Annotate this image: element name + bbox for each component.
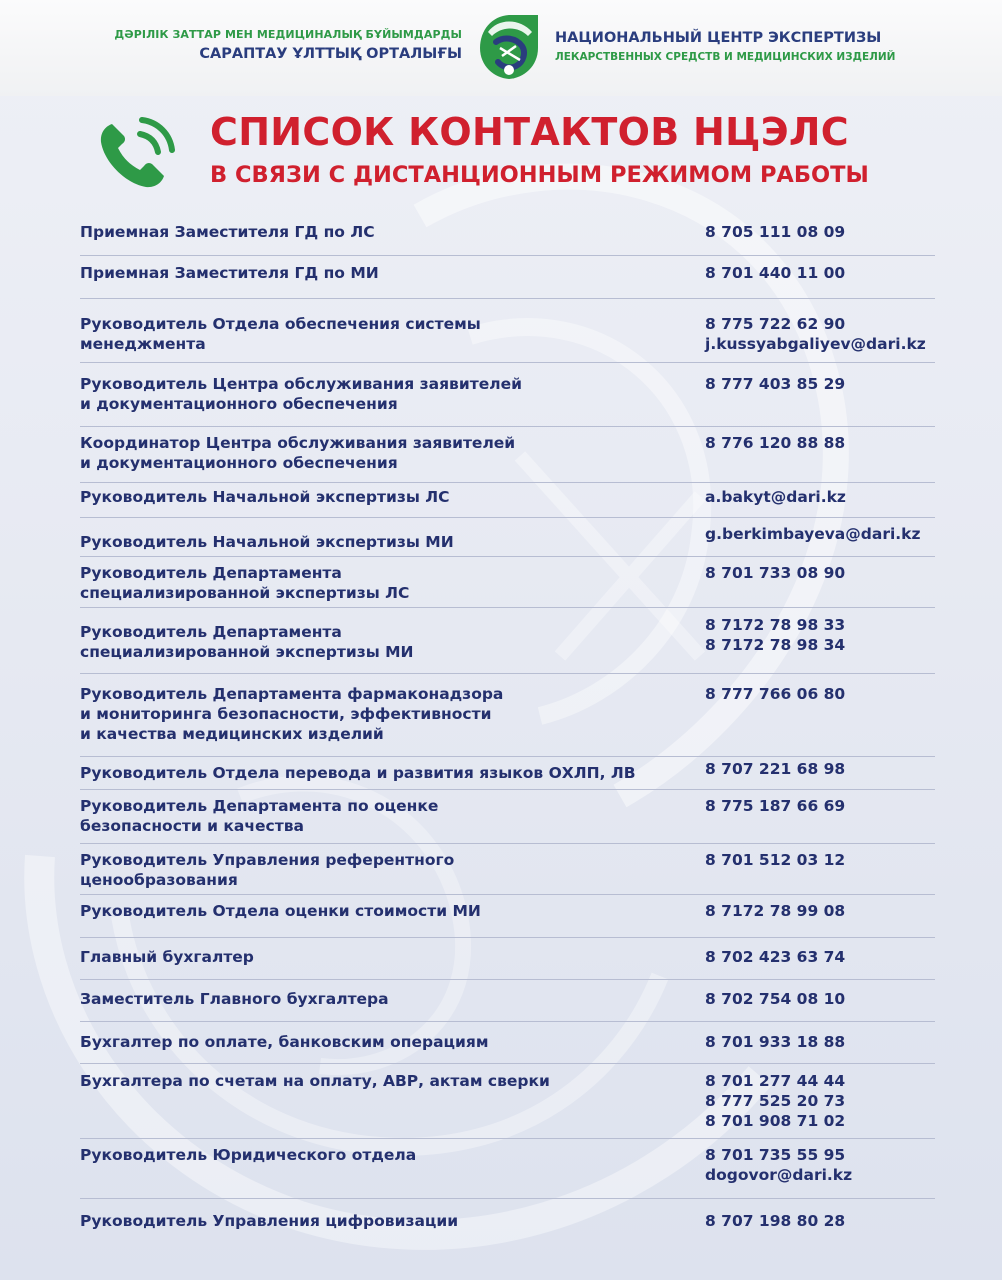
contact-position-line: Руководитель Начальной экспертизы МИ xyxy=(80,533,454,551)
page-title: СПИСОК КОНТАКТОВ НЦЭЛС xyxy=(210,110,849,154)
contact-position xyxy=(80,1211,680,1231)
row-divider xyxy=(80,979,935,980)
contact-details xyxy=(705,901,945,921)
contact-position xyxy=(80,532,680,552)
row-divider xyxy=(80,607,935,608)
contact-position-line: и документационного обеспечения xyxy=(80,395,398,413)
contact-position-line: Бухгалтера по счетам на оплату, АВР, актам сверки xyxy=(80,1072,550,1090)
contact-details xyxy=(705,615,945,655)
row-divider xyxy=(80,894,935,895)
row-divider xyxy=(80,556,935,557)
contact-phone[interactable]: 8 707 198 80 28 xyxy=(705,1212,846,1230)
contact-phone[interactable]: 8 701 735 55 95 xyxy=(705,1146,846,1164)
contact-details xyxy=(705,563,945,583)
contact-details xyxy=(705,487,945,507)
row-divider xyxy=(80,673,935,674)
contact-position-line: и мониторинга безопасности, эффективности xyxy=(80,705,492,723)
contact-details xyxy=(705,1032,945,1052)
contact-phone[interactable]: 8 701 908 71 02 xyxy=(705,1112,846,1130)
row-divider xyxy=(80,843,935,844)
contact-position-line: ценообразования xyxy=(80,871,238,889)
contact-phone[interactable]: 8 701 933 18 88 xyxy=(705,1033,846,1051)
contact-details xyxy=(705,222,945,242)
row-divider xyxy=(80,517,935,518)
row-divider xyxy=(80,1021,935,1022)
contact-position xyxy=(80,222,680,242)
phone-icon xyxy=(92,110,180,196)
contact-phone[interactable]: 8 705 111 08 09 xyxy=(705,223,846,241)
row-divider xyxy=(80,1198,935,1199)
contact-position xyxy=(80,1071,680,1091)
row-divider xyxy=(80,362,935,363)
contact-position-line: Руководитель Отдела оценки стоимости МИ xyxy=(80,902,481,920)
contact-phone[interactable]: 8 775 187 66 69 xyxy=(705,797,846,815)
contact-position-line: Приемная Заместителя ГД по ЛС xyxy=(80,223,375,241)
contact-position-line: специализированной экспертизы МИ xyxy=(80,643,414,661)
contact-details xyxy=(705,433,945,453)
contact-position-line: Приемная Заместителя ГД по МИ xyxy=(80,264,379,282)
row-divider xyxy=(80,937,935,938)
contact-details xyxy=(705,759,945,779)
contact-position-line: Руководитель Отдела обеспечения системы xyxy=(80,315,481,333)
contact-position-line: Главный бухгалтер xyxy=(80,948,254,966)
contact-position xyxy=(80,796,680,836)
contact-details xyxy=(705,314,945,354)
contact-position-line: Руководитель Департамента фармаконадзора xyxy=(80,685,504,703)
contact-position xyxy=(80,901,680,921)
org-name-kz-line1: ДӘРІЛІК ЗАТТАР МЕН МЕДИЦИНАЛЫҚ БҰЙЫМДАРДЫ xyxy=(114,28,462,41)
header-band xyxy=(0,0,1002,96)
contact-details xyxy=(705,524,945,544)
contact-position-line: менеджмента xyxy=(80,335,206,353)
contact-position xyxy=(80,1145,680,1165)
row-divider xyxy=(80,789,935,790)
row-divider xyxy=(80,1138,935,1139)
contact-details xyxy=(705,947,945,967)
contact-position-line: Руководитель Начальной экспертизы ЛС xyxy=(80,488,450,506)
row-divider xyxy=(80,298,935,299)
contact-position xyxy=(80,622,680,662)
contact-position xyxy=(80,433,680,473)
org-name-ru-line1: НАЦИОНАЛЬНЫЙ ЦЕНТР ЭКСПЕРТИЗЫ xyxy=(555,30,882,46)
contact-position-line: Руководитель Управления референтного xyxy=(80,851,455,869)
contact-details xyxy=(705,684,945,704)
contact-position xyxy=(80,563,680,603)
contact-position-line: Руководитель Департамента xyxy=(80,564,342,582)
contact-position-line: безопасности и качества xyxy=(80,817,304,835)
contact-position-line: Руководитель Управления цифровизации xyxy=(80,1212,459,1230)
contact-position xyxy=(80,947,680,967)
contact-position xyxy=(80,763,680,783)
contact-position-line: Руководитель Центра обслуживания заявителей xyxy=(80,375,522,393)
contact-phone[interactable]: 8 7172 78 99 08 xyxy=(705,902,846,920)
contact-position xyxy=(80,314,680,354)
contact-details xyxy=(705,1145,945,1185)
contact-position-line: и качества медицинских изделий xyxy=(80,725,384,743)
contact-position-line: Заместитель Главного бухгалтера xyxy=(80,990,389,1008)
contact-details xyxy=(705,796,945,816)
page-subtitle: В СВЯЗИ С ДИСТАНЦИОННЫМ РЕЖИМОМ РАБОТЫ xyxy=(210,162,869,188)
contact-position-line: Бухгалтер по оплате, банковским операциям xyxy=(80,1033,489,1051)
contact-position-line: специализированной экспертизы ЛС xyxy=(80,584,410,602)
contact-phone[interactable]: 8 775 722 62 90 xyxy=(705,315,846,333)
contact-position xyxy=(80,989,680,1009)
contact-phone[interactable]: 8 701 277 44 44 xyxy=(705,1072,846,1090)
contact-position xyxy=(80,487,680,507)
contact-phone[interactable]: 8 701 440 11 00 xyxy=(705,264,846,282)
org-name-ru xyxy=(555,30,895,63)
contact-details xyxy=(705,1211,945,1231)
row-divider xyxy=(80,426,935,427)
contact-phone[interactable]: 8 702 754 08 10 xyxy=(705,990,846,1008)
contact-details xyxy=(705,263,945,283)
contact-phone[interactable]: 8 777 403 85 29 xyxy=(705,375,846,393)
org-name-kz xyxy=(114,28,462,62)
contact-email[interactable]: j.kussyabgaliyev@dari.kz xyxy=(705,335,926,353)
contact-email[interactable]: g.berkimbayeva@dari.kz xyxy=(705,525,921,543)
ndcem-logo-icon xyxy=(476,12,542,82)
row-divider xyxy=(80,482,935,483)
contact-position-line: Руководитель Департамента по оценке xyxy=(80,797,439,815)
contact-position-line: и документационного обеспечения xyxy=(80,454,398,472)
contact-phone[interactable]: 8 701 512 03 12 xyxy=(705,851,846,869)
contact-phone[interactable]: 8 707 221 68 98 xyxy=(705,760,846,778)
contact-email[interactable]: a.bakyt@dari.kz xyxy=(705,488,846,506)
contact-phone[interactable]: 8 702 423 63 74 xyxy=(705,948,846,966)
contact-phone[interactable]: 8 776 120 88 88 xyxy=(705,434,846,452)
contact-email[interactable]: dogovor@dari.kz xyxy=(705,1166,853,1184)
contact-position xyxy=(80,684,680,744)
org-name-ru-line2: ЛЕКАРСТВЕННЫХ СРЕДСТВ И МЕДИЦИНСКИХ ИЗДЕЛИЙ xyxy=(555,51,896,63)
contact-position-line: Руководитель Департамента xyxy=(80,623,342,641)
contact-details xyxy=(705,989,945,1009)
row-divider xyxy=(80,756,935,757)
contact-position-line: Руководитель Юридического отдела xyxy=(80,1146,417,1164)
contact-position-line: Координатор Центра обслуживания заявителей xyxy=(80,434,516,452)
contact-phone[interactable]: 8 7172 78 98 34 xyxy=(705,636,846,654)
row-divider xyxy=(80,255,935,256)
contact-details xyxy=(705,1071,945,1131)
contact-position xyxy=(80,263,680,283)
contact-phone[interactable]: 8 777 525 20 73 xyxy=(705,1092,846,1110)
contact-phone[interactable]: 8 7172 78 98 33 xyxy=(705,616,846,634)
org-name-kz-line2: САРАПТАУ ҰЛТТЫҚ ОРТАЛЫҒЫ xyxy=(199,46,462,62)
row-divider xyxy=(80,1063,935,1064)
contact-details xyxy=(705,850,945,870)
contact-position xyxy=(80,850,680,890)
contact-position-line: Руководитель Отдела перевода и развития языков ОХЛП, ЛВ xyxy=(80,764,636,782)
contact-position xyxy=(80,1032,680,1052)
contact-phone[interactable]: 8 701 733 08 90 xyxy=(705,564,846,582)
contact-phone[interactable]: 8 777 766 06 80 xyxy=(705,685,846,703)
contact-details xyxy=(705,374,945,394)
contact-position xyxy=(80,374,680,414)
